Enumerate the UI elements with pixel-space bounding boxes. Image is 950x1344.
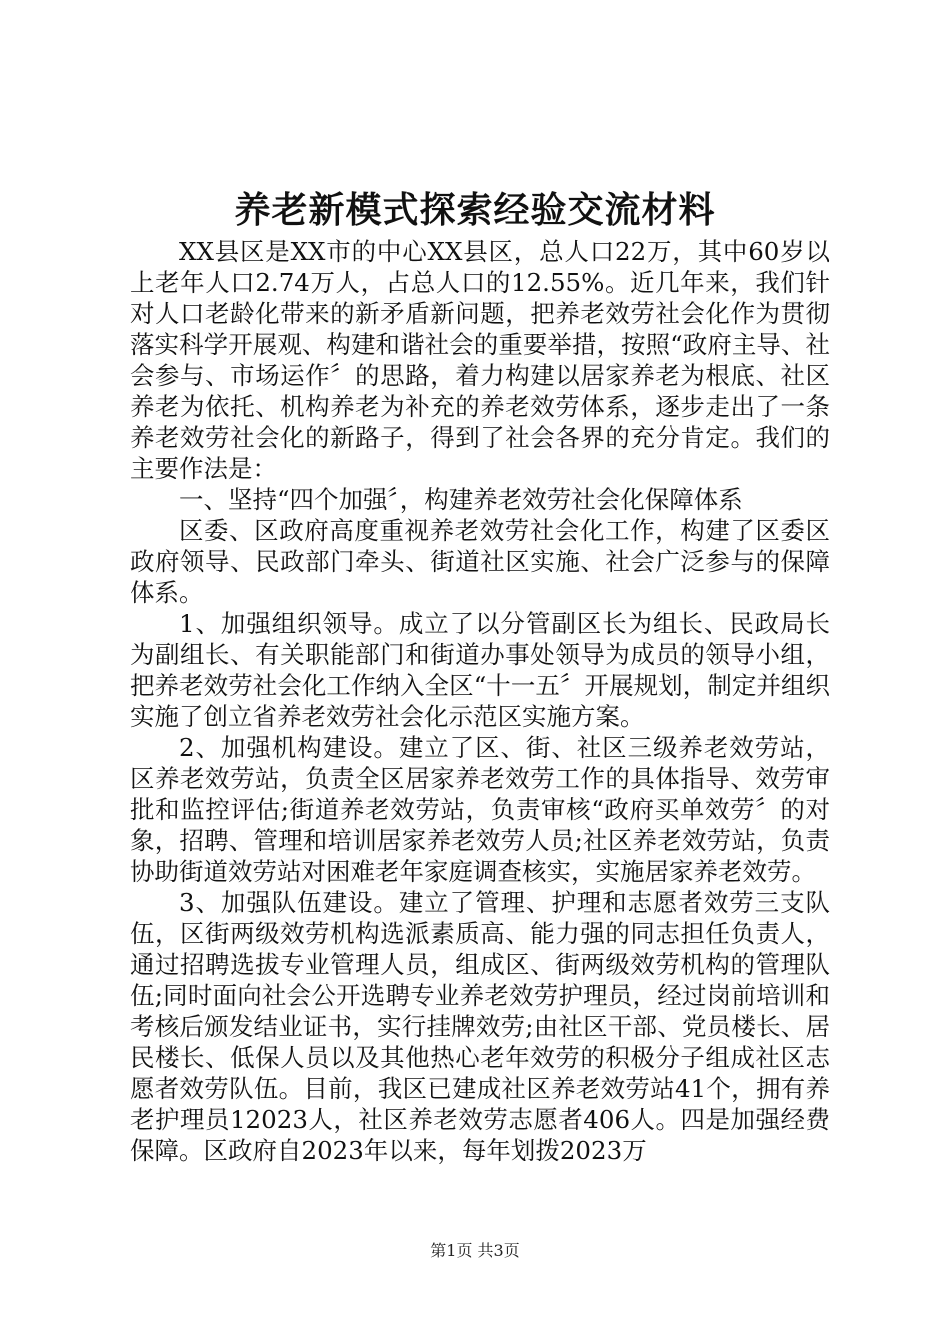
paragraph-overview: 区委、区政府高度重视养老效劳社会化工作，构建了区委区政府领导、民政部门牵头、街道社区实施、社会广泛参与的保障体系。 [130,516,830,607]
paragraph-item-2: 2、加强机构建设。建立了区、街、社区三级养老效劳站，区养老效劳站，负责全区居家养老效劳工作的具体指导、效劳审批和监控评估;街道养老效劳站，负责审核“政府买单效劳〞的对象，招聘、管理和培训居家养老效劳人员;社区养老效劳站，负责协助街道效劳站对困难老年家庭调查核实，实施居家养老效劳。 [130,733,830,886]
section-heading: 一、坚持“四个加强〞，构建养老效劳社会化保障体系 [179,485,743,514]
paragraph-item-1: 1、加强组织领导。成立了以分管副区长为组长、民政局长为副组长、有关职能部门和街道办事处领导为成员的领导小组，把养老效劳社会化工作纳入全区“十一五〞开展规划，制定并组织实施了创立省养老效劳社会化示范区实施方案。 [130,609,830,731]
document-body [130,236,830,1166]
paragraph-intro: XX县区是XX市的中心XX县区，总人口22万，其中60岁以上老年人口2.74万人，占总人口的12.55%。近几年来，我们针对人口老龄化带来的新矛盾新问题，把养老效劳社会化作为贯彻落实科学开展观、构建和谐社会的重要举措，按照“政府主导、社会参与、市场运作〞的思路，着力构建以居家养老为根底、社区养老为依托、机构养老为补充的养老效劳体系，逐步走出了一条养老效劳社会化的新路子，得到了社会各界的充分肯定。我们的主要作法是： [130,237,830,483]
page-footer: 第1页 共3页 [430,1241,520,1260]
document-title: 养老新模式探索经验交流材料 [234,189,716,231]
paragraph-item-3: 3、加强队伍建设。建立了管理、护理和志愿者效劳三支队伍，区街两级效劳机构选派素质高、能力强的同志担任负责人，通过招聘选拔专业管理人员，组成区、街两级效劳机构的管理队伍;同时面向社会公开选聘专业养老效劳护理员，经过岗前培训和考核后颁发结业证书，实行挂牌效劳;由社区干部、党员楼长、居民楼长、低保人员以及其他热心老年效劳的积极分子组成社区志愿者效劳队伍。目前，我区已建成社区养老效劳站41个，拥有养老护理员12023人，社区养老效劳志愿者406人。四是加强经费保障。区政府自2023年以来，每年划拨2023万 [130,888,830,1165]
